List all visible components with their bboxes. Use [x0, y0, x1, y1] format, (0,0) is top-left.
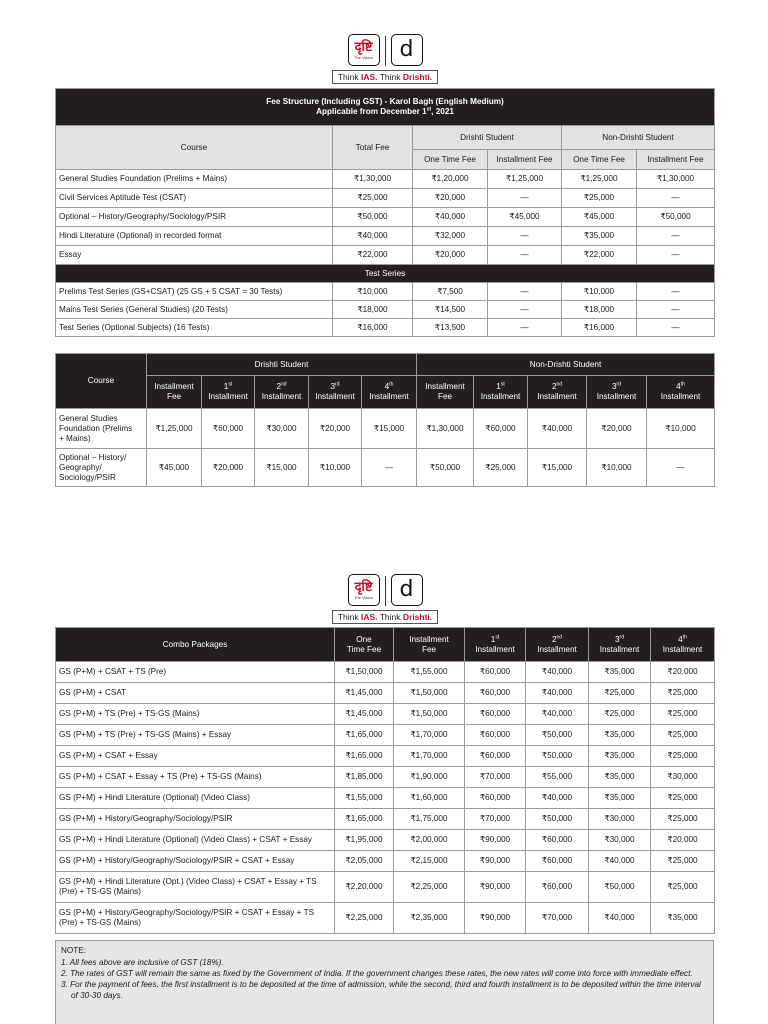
drishti-d-logo-icon: d [391, 574, 423, 606]
note-item: 1. All fees above are inclusive of GST (18%). [61, 958, 224, 967]
col-4th-installment: 4th Installment [362, 376, 417, 409]
table-row: GS (P+M) + CSAT + Essay + TS (Pre) + TS-GS (Mains) ₹1,85,000 ₹1,90,000 ₹70,000 ₹55,000 ₹35,000 ₹30,000 [56, 767, 715, 788]
note-item: 3. For the payment of fees, the first installment is to be deposited at the time of admission, while the second, third and fourth installment is to be deposited within the time interval of 30-30 days. [61, 980, 701, 1000]
table-row: GS (P+M) + Hindi Literature (Optional) (Video Class) ₹1,55,000 ₹1,60,000 ₹60,000 ₹40,000 ₹35,000 ₹25,000 [56, 788, 715, 809]
col-4th-installment: 4th Installment [651, 628, 715, 662]
table-row: GS (P+M) + TS (Pre) + TS-GS (Mains) ₹1,45,000 ₹1,50,000 ₹60,000 ₹40,000 ₹25,000 ₹25,000 [56, 704, 715, 725]
table-row: Optional – History/ Geography/ Sociology/PSIR ₹45,000 ₹20,000 ₹15,000 ₹10,000 — ₹50,000 ₹25,000 ₹15,000 ₹10,000 — [56, 449, 715, 487]
col-installment-fee: Installment Fee [394, 628, 465, 662]
table-row: Hindi Literature (Optional) in recorded format ₹40,000 ₹32,000 — ₹35,000 — [56, 227, 715, 246]
table-row: GS (P+M) + CSAT + Essay ₹1,65,000 ₹1,70,000 ₹60,000 ₹50,000 ₹35,000 ₹25,000 [56, 746, 715, 767]
col-total-fee: Total Fee [333, 126, 413, 170]
table-row: Essay ₹22,000 ₹20,000 — ₹22,000 — [56, 246, 715, 265]
col-1st-installment: 1st Installment [474, 376, 528, 409]
col-4th-installment: 4th Installment [647, 376, 715, 409]
logo-subtext: The Vision [354, 54, 373, 60]
col-combo-packages: Combo Packages [56, 628, 335, 662]
drishti-hindi-logo-icon [348, 574, 380, 606]
col-course: Course [56, 126, 333, 170]
col-3rd-installment: 3rd Installment [589, 628, 651, 662]
group-drishti-student: Drishti Student [147, 354, 417, 376]
logo-subtext: The Vision [354, 594, 373, 600]
col-course: Course [56, 354, 147, 409]
fee-table-title: Fee Structure (Including GST) - Karol Bagh (English Medium) Applicable from December 1st, 2021 [56, 89, 715, 126]
table-row: Civil Services Aptitude Test (CSAT) ₹25,000 ₹20,000 — ₹25,000 — [56, 189, 715, 208]
table-row: Mains Test Series (General Studies) (20 Tests) ₹18,000 ₹14,500 — ₹18,000 — [56, 301, 715, 319]
col-3rd-installment: 3rd Installment [587, 376, 647, 409]
fee-structure-table [55, 88, 715, 337]
table-row: GS (P+M) + History/Geography/Sociology/PSIR + CSAT + Essay + TS (Pre) + TS-GS (Mains) ₹2,25,000 ₹2,35,000 ₹90,000 ₹70,000 ₹40,000 ₹35,000 [56, 903, 715, 934]
table-row: Test Series (Optional Subjects) (16 Tests) ₹16,000 ₹13,500 — ₹16,000 — [56, 319, 715, 337]
col-drishti-one-time: One Time Fee [413, 150, 488, 170]
logo-tagline: Think IAS. Think Drishti. [332, 70, 438, 84]
group-non-drishti-student: Non-Drishti Student [562, 126, 715, 150]
drishti-logo [332, 34, 438, 84]
table-row: General Studies Foundation (Prelims + Mains) ₹1,25,000 ₹60,000 ₹30,000 ₹20,000 ₹15,000 ₹1,30,000 ₹60,000 ₹40,000 ₹20,000 ₹10,000 [56, 409, 715, 449]
combo-packages-table [55, 627, 715, 934]
col-2nd-installment: 2nd Installment [255, 376, 309, 409]
logo-tagline: Think IAS. Think Drishti. [332, 610, 438, 624]
drishti-d-logo-icon: d [391, 34, 423, 66]
drishti-logo [332, 574, 438, 624]
col-non-drishti-one-time: One Time Fee [562, 150, 637, 170]
table-row: GS (P+M) + CSAT + TS (Pre) ₹1,50,000 ₹1,55,000 ₹60,000 ₹40,000 ₹35,000 ₹20,000 [56, 662, 715, 683]
notes-section [55, 940, 714, 1024]
installment-table [55, 353, 715, 487]
table-row: GS (P+M) + History/Geography/Sociology/PSIR + CSAT + Essay ₹2,05,000 ₹2,15,000 ₹90,000 ₹60,000 ₹40,000 ₹25,000 [56, 851, 715, 872]
note-item: 2. The rates of GST will remain the same as fixed by the Government of India. If the government changes these rates, the new rates will come into force with immediate effect. [61, 969, 693, 978]
table-row: GS (P+M) + Hindi Literature (Opt.) (Video Class) + CSAT + Essay + TS (Pre) + TS-GS (Mains) ₹2,20,000 ₹2,25,000 ₹90,000 ₹60,000 ₹50,000 ₹25,000 [56, 872, 715, 903]
col-2nd-installment: 2nd Installment [528, 376, 587, 409]
col-installment-fee: Installment Fee [417, 376, 474, 409]
col-installment-fee: Installment Fee [147, 376, 202, 409]
test-series-heading: Test Series [56, 265, 715, 283]
table-row: GS (P+M) + Hindi Literature (Optional) (Video Class) + CSAT + Essay ₹1,95,000 ₹2,00,000 ₹90,000 ₹60,000 ₹30,000 ₹20,000 [56, 830, 715, 851]
col-1st-installment: 1st Installment [465, 628, 526, 662]
table-row: GS (P+M) + TS (Pre) + TS-GS (Mains) + Essay ₹1,65,000 ₹1,70,000 ₹60,000 ₹50,000 ₹35,000 ₹25,000 [56, 725, 715, 746]
group-drishti-student: Drishti Student [413, 126, 562, 150]
table-row: General Studies Foundation (Prelims + Mains) ₹1,30,000 ₹1,20,000 ₹1,25,000 ₹1,25,000 ₹1,30,000 [56, 170, 715, 189]
logo-glyph: दृष्टि [354, 579, 373, 595]
col-one-time-fee: One Time Fee [335, 628, 394, 662]
col-1st-installment: 1st Installment [202, 376, 255, 409]
col-2nd-installment: 2nd Installment [526, 628, 589, 662]
notes-title: NOTE: [61, 946, 87, 955]
logo-glyph: दृष्टि [354, 39, 373, 55]
table-row: Prelims Test Series (GS+CSAT) (25 GS + 5 CSAT = 30 Tests) ₹10,000 ₹7,500 — ₹10,000 — [56, 283, 715, 301]
drishti-hindi-logo-icon [348, 34, 380, 66]
col-non-drishti-installment: Installment Fee [637, 150, 715, 170]
col-3rd-installment: 3rd Installment [309, 376, 362, 409]
table-row: Optional – History/Geography/Sociology/PSIR ₹50,000 ₹40,000 ₹45,000 ₹45,000 ₹50,000 [56, 208, 715, 227]
table-row: GS (P+M) + History/Geography/Sociology/PSIR ₹1,65,000 ₹1,75,000 ₹70,000 ₹50,000 ₹30,000 ₹25,000 [56, 809, 715, 830]
col-drishti-installment: Installment Fee [488, 150, 562, 170]
table-row: GS (P+M) + CSAT ₹1,45,000 ₹1,50,000 ₹60,000 ₹40,000 ₹25,000 ₹25,000 [56, 683, 715, 704]
group-non-drishti-student: Non-Drishti Student [417, 354, 715, 376]
